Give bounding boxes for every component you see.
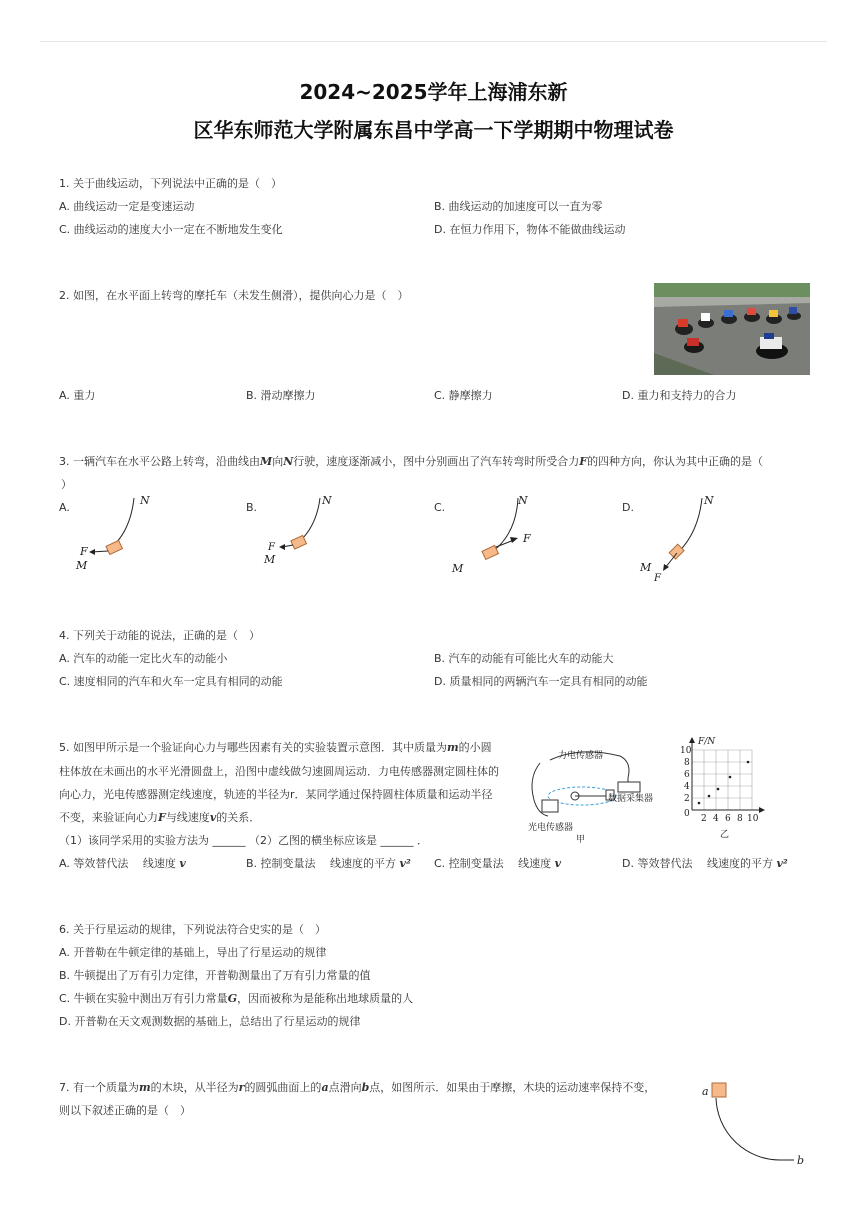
q3-diagram-c [446, 492, 546, 577]
q3-diagram-a [72, 492, 162, 577]
q3-diagram-b [258, 492, 348, 577]
q3-option-b[interactable]: B. [246, 501, 258, 514]
q3-option-a[interactable]: A. [59, 501, 70, 514]
label-f: F [268, 542, 275, 553]
question-2-stem: 2. 如图，在水平面上转弯的摩托车（未发生侧滑），提供向心力是（ ） [59, 289, 409, 302]
y-tick: 0 [684, 809, 690, 819]
q5-option-a[interactable]: A. 等效替代法 线速度 v [59, 857, 186, 870]
x-tick: 4 [713, 814, 719, 824]
force-sensor-label: 力电传感器 [558, 751, 604, 761]
force-arrow-icon [663, 564, 669, 571]
q5-option-d[interactable]: D. 等效替代法 线速度的平方 v² [622, 857, 788, 870]
y-axis-arrow-icon [689, 737, 695, 743]
q6-option-d[interactable]: D. 开普勒在天文观测数据的基础上，总结出了行星运动的规律 [59, 1015, 361, 1028]
y-tick: 4 [684, 782, 690, 792]
figure-yi-graph [670, 734, 770, 844]
label-m: M [76, 559, 88, 572]
label-m: M [452, 562, 464, 575]
x-tick: 10 [747, 814, 759, 824]
q2-option-b[interactable]: B. 滑动摩擦力 [246, 389, 316, 402]
question-5-line1: 5. 如图甲所示是一个验证向心力与哪些因素有关的实验装置示意图．其中质量为m的小圆 [59, 741, 492, 754]
car-block [669, 544, 684, 559]
force-arrow-icon [279, 544, 285, 550]
exam-title-line2: 区华东师范大学附属东昌中学高一下学期期中物理试卷 [193, 118, 674, 142]
q1-option-a[interactable]: A. 曲线运动一定是变速运动 [59, 200, 195, 213]
q7-arc-figure [700, 1078, 810, 1170]
q1-option-c[interactable]: C. 曲线运动的速度大小一定在不断地发生变化 [59, 223, 283, 236]
q1-option-b[interactable]: B. 曲线运动的加速度可以一直为零 [434, 200, 603, 213]
x-tick: 8 [737, 814, 743, 824]
question-7-line1: 7. 有一个质量为m的木块，从半径为r的圆弧曲面上的a点滑向b点，如图所示．如果由于摩擦，木块的运动速率保持不变， [59, 1081, 656, 1094]
graph-y-label: F/N [698, 737, 716, 747]
q2-option-c[interactable]: C. 静摩擦力 [434, 389, 493, 402]
label-f: F [523, 532, 531, 545]
point-a-label: a [702, 1085, 709, 1098]
question-5-line2: 柱体放在未画出的水平光滑圆盘上，沿图中虚线做匀速圆周运动．力电传感器测定圆柱体的 [59, 765, 499, 778]
question-5-blanks: （1）该同学采用的实验方法为 ______ （2）乙图的横坐标应该是 ______ ． [59, 834, 428, 847]
label-m: M [264, 553, 276, 566]
question-6-stem: 6. 关于行星运动的规律，下列说法符合史实的是（ ） [59, 923, 326, 936]
top-rule [40, 41, 827, 42]
y-tick: 2 [684, 794, 690, 804]
q6-option-c[interactable]: C. 牛顿在实验中测出万有引力常量G，因而被称为是能称出地球质量的人 [59, 992, 414, 1005]
question-3-stem: 3. 一辆汽车在水平公路上转弯，沿曲线由M向N行驶，速度逐渐减小，图中分别画出了汽车转弯时所受合力F的四种方向，你认为其中正确的是（ [59, 455, 764, 468]
q1-option-d[interactable]: D. 在恒力作用下，物体不能做曲线运动 [434, 223, 626, 236]
data-collector-label: 数据采集器 [608, 794, 654, 804]
figure-yi-caption: 乙 [720, 830, 730, 840]
q2-option-a[interactable]: A. 重力 [59, 389, 96, 402]
question-3-stem-end: ） [61, 478, 72, 491]
q5-option-b[interactable]: B. 控制变量法 线速度的平方 v² [246, 857, 411, 870]
label-m: M [640, 561, 652, 574]
q3-option-c[interactable]: C. [434, 501, 446, 514]
q2-option-d[interactable]: D. 重力和支持力的合力 [622, 389, 737, 402]
question-1-stem: 1. 关于曲线运动，下列说法中正确的是（ ） [59, 177, 282, 190]
photo-sensor-label: 光电传感器 [528, 823, 574, 833]
label-n: N [140, 494, 150, 507]
force-arrow-icon [510, 537, 518, 543]
q6-option-a[interactable]: A. 开普勒在牛顿定律的基础上，导出了行星运动的规律 [59, 946, 327, 959]
x-tick: 6 [725, 814, 731, 824]
figure-jia-caption: 甲 [576, 835, 586, 845]
motorcycle-race-photo [654, 283, 810, 375]
car-block [482, 545, 498, 559]
y-tick: 8 [684, 758, 690, 768]
q6-option-b[interactable]: B. 牛顿提出了万有引力定律，开普勒测量出了万有引力常量的值 [59, 969, 371, 982]
q4-option-c[interactable]: C. 速度相同的汽车和火车一定具有相同的动能 [59, 675, 283, 688]
force-arrow-icon [89, 549, 95, 555]
q4-option-d[interactable]: D. 质量相同的两辆汽车一定具有相同的动能 [434, 675, 648, 688]
label-n: N [704, 494, 714, 507]
car-block [106, 540, 122, 554]
figure-jia-apparatus [520, 738, 660, 848]
q3-option-d[interactable]: D. [622, 501, 634, 514]
point-b-label: b [797, 1154, 805, 1167]
question-5-line4: 不变，来验证向心力F与线速度v的关系． [59, 811, 261, 824]
q4-option-b[interactable]: B. 汽车的动能有可能比火车的动能大 [434, 652, 614, 665]
question-4-stem: 4. 下列关于动能的说法，正确的是（ ） [59, 629, 260, 642]
q5-option-c[interactable]: C. 控制变量法 线速度 v [434, 857, 562, 870]
x-axis-arrow-icon [759, 807, 765, 813]
exam-title-line1: 2024~2025学年上海浦东新 [299, 80, 568, 104]
q4-option-a[interactable]: A. 汽车的动能一定比火车的动能小 [59, 652, 228, 665]
y-tick: 10 [680, 746, 692, 756]
car-block [291, 535, 307, 549]
label-f: F [654, 573, 661, 584]
question-7-line2: 则以下叙述正确的是（ ） [59, 1104, 191, 1117]
y-tick: 6 [684, 770, 690, 780]
x-tick: 2 [701, 814, 707, 824]
label-n: N [518, 494, 528, 507]
question-5-line3: 向心力，光电传感器测定线速度，轨迹的半径为r．某同学通过保持圆柱体质量和运动半径 [59, 788, 493, 801]
label-f: F [80, 545, 88, 558]
wood-block [712, 1083, 726, 1097]
q3-diagram-d [634, 492, 724, 587]
label-n: N [322, 494, 332, 507]
